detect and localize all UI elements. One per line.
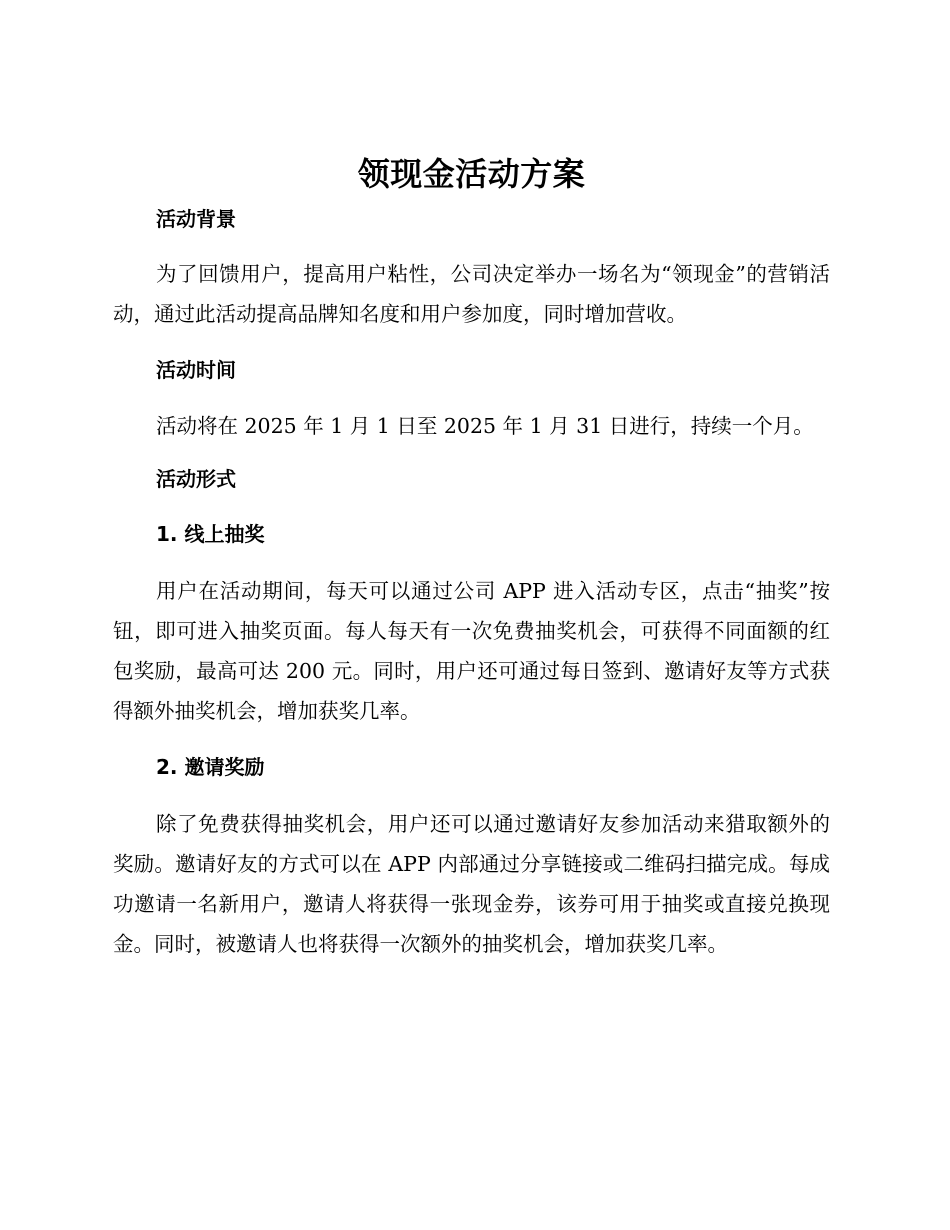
subsection-heading-invite: 2. 邀请奖励 [156, 755, 265, 779]
subsection-text-invite: 除了免费获得抽奖机会，用户还可以通过邀请好友参加活动来猎取额外的奖励。邀请好友的方式可以在 APP 内部通过分享链接或二维码扫描完成。每成功邀请一名新用户，邀请人将获得一张现金券，该券可用于抽奖或直接兑换现金。同时，被邀请人也将获得一次额外的抽奖机会，增加获奖几率。 [113, 812, 830, 956]
section-text-time: 活动将在 2025 年 1 月 1 日至 2025 年 1 月 31 日进行，持续一个月。 [156, 414, 814, 438]
document-page [113, 148, 830, 964]
subsection-heading-lottery: 1. 线上抽奖 [156, 522, 265, 546]
section-text-background: 为了回馈用户，提高用户粘性，公司决定举办一场名为“领现金”的营销活动，通过此活动提高品牌知名度和用户参加度，同时增加营收。 [113, 262, 830, 326]
section-heading-background: 活动背景 [156, 207, 236, 231]
section-heading-form: 活动形式 [156, 467, 236, 491]
section-heading-time: 活动时间 [156, 358, 236, 382]
subsection-text-lottery: 用户在活动期间，每天可以通过公司 APP 进入活动专区，点击“抽奖”按钮，即可进入抽奖页面。每人每天有一次免费抽奖机会，可获得不同面额的红包奖励，最高可达 200 元。同时，用户还可通过每日签到、邀请好友等方式获得额外抽奖机会，增加获奖几率。 [113, 579, 830, 723]
document-title: 领现金活动方案 [357, 155, 586, 193]
